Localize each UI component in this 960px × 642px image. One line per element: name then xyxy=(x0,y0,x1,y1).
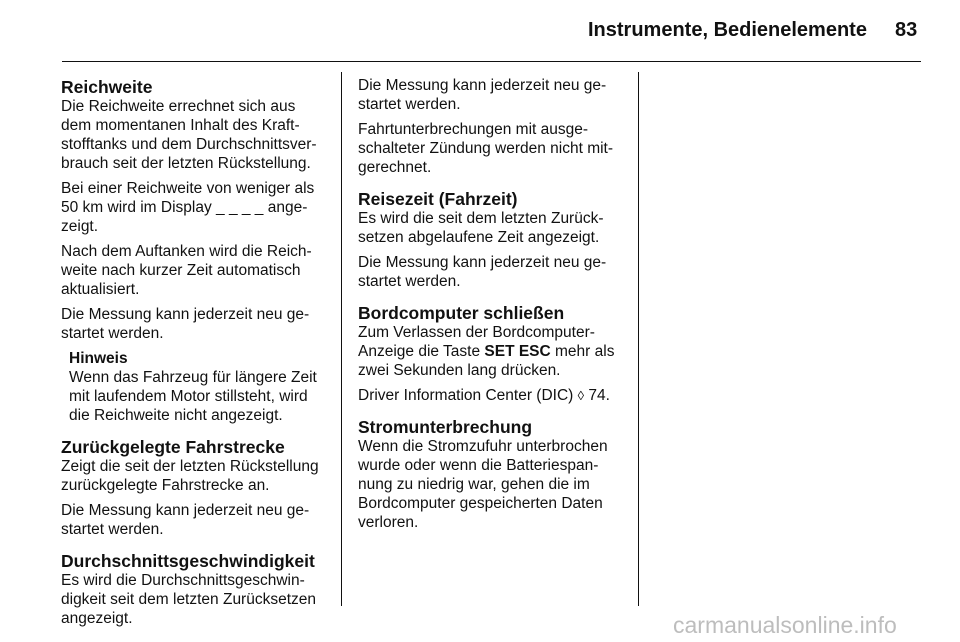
paragraph: Zum Verlassen der Bordcomputer- Anzeige die Taste SET ESC mehr als zwei Sekunden lang drücken. xyxy=(358,324,615,379)
header-divider xyxy=(62,61,921,62)
heading-reichweite: Reichweite xyxy=(61,77,153,97)
paragraph: Die Messung kann jederzeit neu ge- startet werden. xyxy=(358,254,607,290)
page-number: 83 xyxy=(895,19,918,41)
paragraph: Nach dem Auftanken wird die Reich- weite nach kurzer Zeit automatisch aktualisiert. xyxy=(61,243,312,298)
column-divider-2 xyxy=(638,72,639,606)
paragraph: Zeigt die seit der letzten Rückstellung zurückgelegte Fahrstrecke an. xyxy=(61,458,319,494)
paragraph: Bei einer Reichweite von weniger als 50 km wird im Display _ _ _ _ ange- zeigt. xyxy=(61,180,315,235)
heading-fahrstrecke: Zurückgelegte Fahrstrecke xyxy=(61,437,285,457)
header-title: Instrumente, Bedienelemente xyxy=(588,19,867,41)
hinweis-title: Hinweis xyxy=(69,350,128,367)
heading-strom: Stromunterbrechung xyxy=(358,417,533,437)
paragraph: Wenn die Stromzufuhr unterbrochen wurde oder wenn die Batteriespan- nung zu niedrig war, gehen die im Bordcomputer gespeicherten Daten verloren. xyxy=(358,438,608,531)
heading-schliessen: Bordcomputer schließen xyxy=(358,303,565,323)
paragraph: Die Messung kann jederzeit neu ge- startet werden. xyxy=(61,502,310,538)
paragraph: Fahrtunterbrechungen mit ausge- schalteter Zündung werden nicht mit- gerechnet. xyxy=(358,121,614,176)
paragraph: Die Reichweite errechnet sich aus dem momentanen Inhalt des Kraft- stofftanks und dem Durchschnittsver- brauch seit der letzten Rückstellung. xyxy=(61,98,317,172)
set-esc-key: SET ESC xyxy=(484,343,551,360)
watermark: carmanualsonline.info xyxy=(673,612,897,638)
page-reference-arrow-icon: ◊ xyxy=(577,388,585,403)
hinweis-text: Wenn das Fahrzeug für längere Zeit mit laufendem Motor stillsteht, wird die Reichweite nicht angezeigt. xyxy=(69,369,317,424)
dic-reference[interactable]: Driver Information Center (DIC) ◊ 74. xyxy=(358,387,610,404)
paragraph: Es wird die seit dem letzten Zurück- setzen abgelaufene Zeit angezeigt. xyxy=(358,210,604,246)
column-1 xyxy=(61,78,333,628)
heading-reisezeit: Reisezeit (Fahrzeit) xyxy=(358,189,518,209)
column-divider-1 xyxy=(341,72,342,606)
hinweis-note xyxy=(61,349,333,425)
paragraph: Es wird die Durchschnittsgeschwin- digkeit seit dem letzten Zurücksetzen angezeigt. xyxy=(61,572,317,627)
heading-geschwindigkeit: Durchschnittsgeschwindigkeit xyxy=(61,551,315,571)
column-2 xyxy=(358,76,630,532)
paragraph: Die Messung kann jederzeit neu ge- startet werden. xyxy=(358,77,607,113)
paragraph: Die Messung kann jederzeit neu ge- startet werden. xyxy=(61,306,310,342)
